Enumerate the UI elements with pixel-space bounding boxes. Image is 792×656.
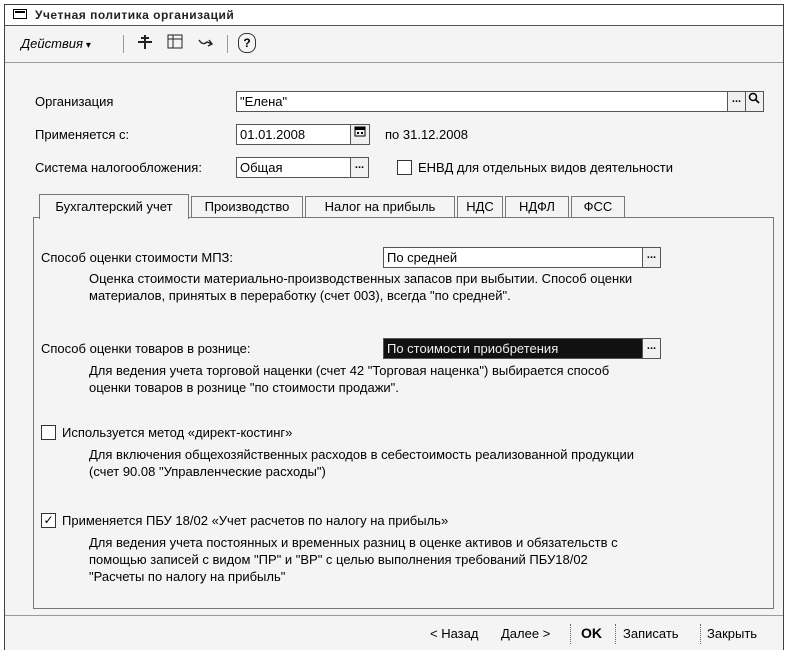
envd-checkbox[interactable]: [397, 160, 412, 175]
retail-method-input[interactable]: По стоимости приобретения: [383, 338, 643, 359]
mpz-method-label: Способ оценки стоимости МПЗ:: [41, 250, 234, 265]
retail-description-line-1: Для ведения учета торговой наценки (счет 42 "Торговая наценка") выбирается способ: [89, 363, 610, 378]
tax-system-input[interactable]: Общая: [236, 157, 351, 178]
applied-from-date-input[interactable]: 01.01.2008: [236, 124, 351, 145]
help-button[interactable]: ?: [238, 33, 256, 53]
direct-costing-description-line-2: (счет 90.08 "Управленческие расходы"): [89, 464, 326, 479]
tab-fss[interactable]: ФСС: [571, 196, 625, 217]
actions-menu-button[interactable]: [21, 36, 91, 51]
retail-description-line-2: оценки товаров в рознице "по стоимости продажи".: [89, 380, 399, 395]
pbu-description-line-1: Для ведения учета постоянных и временных разниц в оценке активов и обязательств с: [89, 535, 618, 550]
ok-button[interactable]: OK: [581, 625, 602, 641]
organization-select-button[interactable]: ...: [727, 91, 746, 112]
tax-system-select-button[interactable]: ...: [350, 157, 369, 178]
tab-ndfl[interactable]: НДФЛ: [505, 196, 569, 217]
pbu-checkbox[interactable]: ✓: [41, 513, 56, 528]
direct-costing-label: Используется метод «директ-костинг»: [62, 425, 293, 440]
chevron-down-icon: ▾: [85, 40, 91, 51]
tree-plus-icon: [137, 34, 153, 50]
retail-method-label: Способ оценки товаров в рознице:: [41, 341, 251, 356]
button-separator: [700, 624, 702, 644]
pbu-description-line-2: помощью записей с видом "ПР" и "ВР" с целью выполнения требований ПБУ18/02: [89, 552, 588, 567]
go-to-button[interactable]: [197, 34, 215, 53]
mpz-method-select-button[interactable]: ...: [642, 247, 661, 268]
calendar-button[interactable]: [350, 124, 370, 145]
mpz-method-input[interactable]: По средней: [383, 247, 643, 268]
settings-window: [4, 4, 784, 650]
back-button[interactable]: < Назад: [430, 626, 479, 641]
envd-label: ЕНВД для отдельных видов деятельности: [418, 160, 673, 175]
mpz-description-line-1: Оценка стоимости материально-производственных запасов при выбытии. Способ оценки: [89, 271, 633, 286]
search-icon: [748, 92, 761, 105]
mpz-description-line-2: материалов, принятых в переработку (счет 003), всегда "по средней".: [89, 288, 511, 303]
next-button[interactable]: Далее >: [501, 626, 551, 641]
save-button[interactable]: Записать: [623, 626, 679, 641]
toolbar-separator: [227, 35, 228, 53]
tab-vat[interactable]: НДС: [457, 196, 503, 217]
arrow-right-icon: [197, 34, 215, 50]
pbu-description-line-3: "Расчеты по налогу на прибыль": [89, 569, 286, 584]
window-icon: [13, 9, 27, 19]
toolbar: [5, 26, 783, 63]
toolbar-separator: [123, 35, 124, 53]
direct-costing-description-line-1: Для включения общехозяйственных расходов в себестоимость реализованной продукции: [89, 447, 635, 462]
table-view-button[interactable]: [167, 34, 185, 53]
organization-open-button[interactable]: [745, 91, 764, 112]
button-separator: [570, 624, 572, 644]
button-separator: [615, 624, 617, 644]
pbu-label: Применяется ПБУ 18/02 «Учет расчетов по налогу на прибыль»: [62, 513, 449, 528]
applied-from-label: Применяется с:: [35, 127, 130, 142]
window-title: Учетная политика организаций: [35, 8, 235, 22]
bottom-button-bar: [5, 615, 783, 650]
actions-label: Действия: [21, 36, 83, 51]
organization-input[interactable]: "Елена": [236, 91, 728, 112]
tab-profit-tax[interactable]: Налог на прибыль: [305, 196, 455, 217]
calendar-icon: [354, 125, 366, 137]
tax-system-label: Система налогообложения:: [35, 160, 202, 175]
title-bar: [5, 5, 783, 26]
direct-costing-checkbox[interactable]: [41, 425, 56, 440]
tab-production[interactable]: Производство: [191, 196, 303, 217]
organization-label: Организация: [35, 94, 114, 109]
retail-method-select-button[interactable]: ...: [642, 338, 661, 359]
close-button[interactable]: Закрыть: [707, 626, 758, 641]
add-structure-button[interactable]: [137, 34, 153, 53]
applied-to-text: по 31.12.2008: [385, 127, 468, 142]
table-icon: [167, 34, 185, 50]
tab-accounting[interactable]: Бухгалтерский учет: [39, 194, 189, 219]
